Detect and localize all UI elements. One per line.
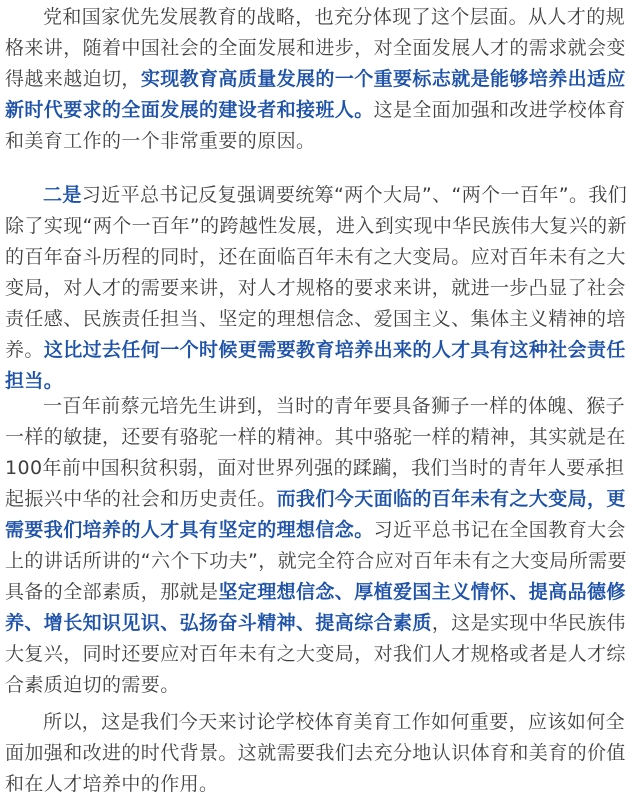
paragraph-3-text-3: ，这是实现中华民族伟大复兴，同时还要应对百年未有之大变局，对我们人才规格或者是人才综合素质迫切的需要。 (5, 612, 626, 696)
paragraph-1-text-1: 党和国家优先发展教育的战略，也充分体现了这个层面。从人才的规格来讲，随着中国社会的全面发展和进步，对全面发展人才的需求就会变得越来越迫切， (5, 6, 626, 90)
paragraph-2-text-1: 习近平总书记反复强调要统筹“两个大局”、“两个一百年”。我们除了实现“两个一百年”的跨越性发展，进入到实现中华民族伟大复兴的新的百年奋斗历程的同时，还在面临百年未有之大变局。应对百年未有之大变局，对人才的需要来讲，对人才规格的要求来讲，就进一步凸显了社会责任感、民族责任担当、坚定的理想信念、爱国主义、集体主义精神的培养。 (5, 184, 628, 361)
paragraph-2-highlight-1: 二是 (43, 184, 82, 206)
paragraph-2 (5, 180, 635, 397)
paragraph-4-text-1: 所以，这是我们今天来讨论学校体育美育工作如何重要，应该如何全面加强和改进的时代背景。这就需要我们去充分地认识体育和美育的价值和在人才培养中的作用。 (5, 711, 626, 795)
paragraph-3-text-1: 一百年前蔡元培先生讲到，当时的青年要具备狮子一样的体魄、猴子一样的敏捷，还要有骆驼一样的精神。其中骆驼一样的精神，其实就是在100年前中国积贫积弱，面对世界列强的蹂躏，我们当时的青年人要承担起振兴中华的社会和历史责任。 (5, 395, 626, 510)
paragraph-3-highlight-1: 而我们今天面临的百年未有之大变局，更需要我们培养的人才具有坚定的理想信念。 (5, 488, 626, 541)
paragraph-2-highlight-2: 这比过去任何一个时候更需要教育培养出来的人才具有这种社会责任担当。 (5, 339, 626, 392)
paragraph-1-text-2: 这是全面加强和改进学校体育和美育工作的一个非常重要的原因。 (5, 99, 626, 152)
paragraph-3-text-2: 习近平总书记在全国教育大会上的讲话所讲的“六个下功夫”，就完全符合应对百年未有之大变局所需要具备的全部素质，那就是 (5, 519, 627, 603)
paragraph-3-highlight-2: 坚定理想信念、厚植爱国主义情怀、提高品德修养、增长知识见识、弘扬奋斗精神、提高综合素质 (5, 581, 626, 634)
paragraph-1 (5, 2, 635, 157)
paragraph-4 (5, 707, 635, 800)
paragraph-1-highlight-1: 实现教育高质量发展的一个重要标志就是能够培养出适应新时代要求的全面发展的建设者和接班人。 (5, 68, 626, 121)
paragraph-3 (5, 391, 635, 701)
